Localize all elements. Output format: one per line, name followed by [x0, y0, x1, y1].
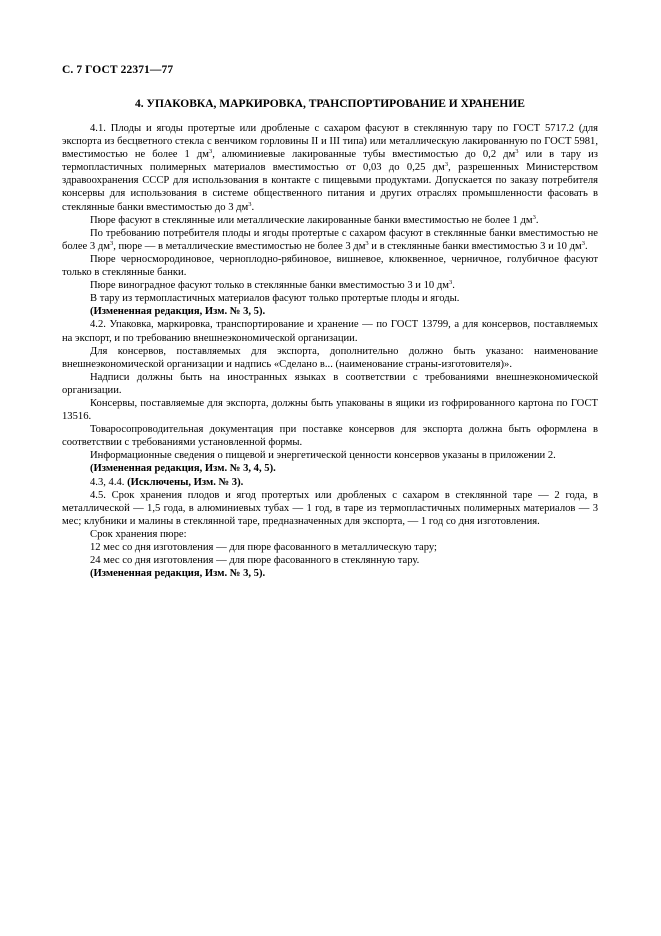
- amendment-note: (Измененная редакция, Изм. № 3, 5).: [90, 568, 266, 580]
- paragraph-4-1: 4.1. Плоды и ягоды протертые или дробленые с сахаром фасуют в стеклянную тару по ГОСТ 5717.2 (для экспорта из бесцветного стекла с венчиком горловины II и III типа) или металлическую лакированную по ГОСТ 5981, вместимостью не более 1 $дм^3$, алюминиевые лакированные тубы вместимостью до 0,2 $дм^3$ или в тару из термопластичных полимерных материалов вместимостью от 0,03 до 0,25 $дм^3$, разрешенных Министерством здравоохранения СССР для использования в контакте с пищевыми продуктами. Допускается по заказу потребителя консервы для использования в системе общественного питания и других отраслях промышленности фасовать в стеклянные банки вместимостью до 3 $дм^3$.: [62, 123, 599, 213]
- paragraph: Консервы, поставляемые для экспорта, должны быть упакованы в ящики из гофрированного картона по ГОСТ 13516.: [62, 397, 598, 423]
- paragraph: Пюре фасуют в стеклянные или металлические лакированные банки вместимостью не более 1 $дм^3$.: [90, 213, 539, 226]
- paragraph-4-5: 4.5. Срок хранения плодов и ягод протертых или дробленых с сахаром в стеклянной таре — 2 года, в металлической — 1,5 года, в алюминиевых тубах — 1 год, в таре из термопластичных полимерных материалов — 3 мес; клубники и малины в стеклянной таре, предназначенных для экспорта, — 1 год со дня изготовления.: [62, 489, 598, 527]
- section-body: [62, 122, 598, 580]
- paragraph: В тару из термопластичных материалов фасуют только протертые плоды и ягоды.: [90, 293, 460, 305]
- paragraph: Пюре черносмородиновое, черноплодно-рябиновое, вишневое, клюквенное, черничное, голубичное фасуют только в стеклянные банки.: [62, 253, 598, 279]
- paragraph: Для консервов, поставляемых для экспорта, дополнительно должно быть указано: наименование внешнеэкономической организации и надпись «Сделано в... (наименование страны-изготовителя)».: [62, 345, 598, 370]
- paragraph: По требованию потребителя плоды и ягоды протертые с сахаром фасуют в стеклянные банки вместимостью не более 3 $дм^3$, пюре — в металлические вместимостью не более 3 $дм^3$ и в стеклянные банки вместимостью 3 и 10 $дм^3$.: [62, 227, 598, 252]
- paragraph: 12 мес со дня изготовления — для пюре фасованного в металлическую тару;: [90, 542, 437, 553]
- paragraph-4-2: 4.2. Упаковка, маркировка, транспортирование и хранение — по ГОСТ 13799, а для консервов, поставляемых на экспорт, и по требованию внешнеэкономической организации.: [62, 319, 598, 344]
- amendment-note: (Измененная редакция, Изм. № 3, 4, 5).: [90, 463, 276, 475]
- paragraph: Надписи должны быть на иностранных языках в соответствии с требованиями внешнеэкономической организации.: [62, 371, 598, 396]
- paragraph-4-3-4-4: 4.3, 4.4. (Исключены, Изм. № 3).: [90, 476, 244, 488]
- paragraph: Пюре виноградное фасуют только в стеклянные банки вместимостью 3 и 10 $дм^3$.: [90, 279, 455, 292]
- page-header: С. 7 ГОСТ 22371—77: [62, 64, 174, 76]
- paragraph: Срок хранения пюре:: [90, 528, 187, 540]
- paragraph: Информационные сведения о пищевой и энергетической ценности консервов указаны в приложении 2.: [90, 450, 556, 462]
- paragraph: Товаросопроводительная документация при поставке консервов для экспорта должна быть оформлена в соответствии с требованиями установленной формы.: [62, 424, 598, 449]
- paragraph: 24 мес со дня изготовления — для пюре фасованного в стеклянную тару.: [90, 555, 420, 567]
- amendment-note: (Измененная редакция, Изм. № 3, 5).: [90, 306, 266, 318]
- section-title: 4. УПАКОВКА, МАРКИРОВКА, ТРАНСПОРТИРОВАНИЕ И ХРАНЕНИЕ: [135, 98, 525, 110]
